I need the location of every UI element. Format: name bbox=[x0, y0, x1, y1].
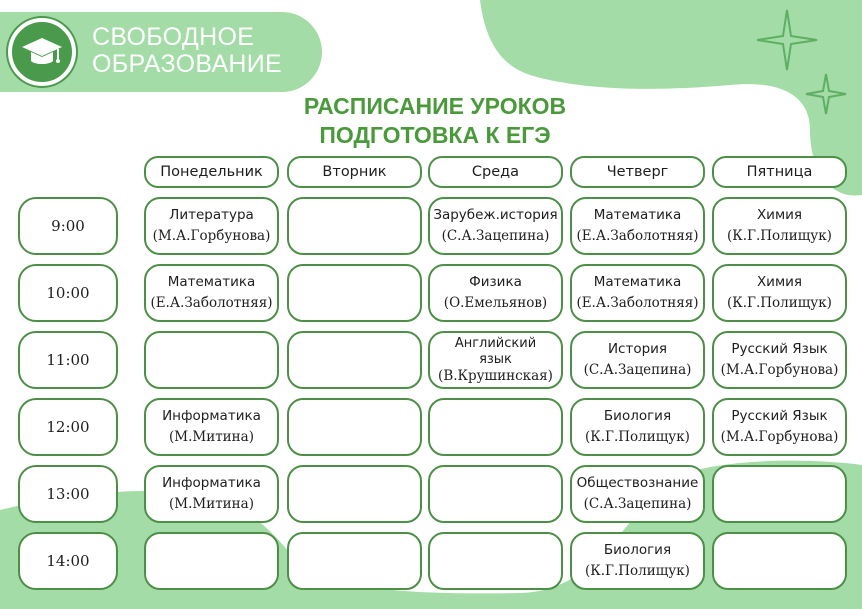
lesson-cell bbox=[428, 331, 563, 389]
lesson-teacher: (К.Г.Полищук) bbox=[727, 295, 832, 311]
lesson-teacher: (В.Крушинская) bbox=[438, 368, 553, 384]
lesson-teacher: (К.Г.Полищук) bbox=[585, 563, 690, 579]
lesson-teacher: (С.А.Зацепина) bbox=[583, 496, 692, 512]
lesson-subject: Химия bbox=[756, 207, 803, 223]
lesson-teacher: (М.А.Горбунова) bbox=[720, 429, 839, 445]
lesson-subject: Русский Язык bbox=[731, 408, 828, 424]
time-slot: 10:00 bbox=[18, 264, 118, 322]
lesson-subject: Обществознание bbox=[576, 475, 699, 491]
day-header: Понедельник bbox=[144, 156, 279, 188]
lesson-subject: Биология bbox=[603, 542, 672, 558]
time-slot: 12:00 bbox=[18, 398, 118, 456]
lesson-cell bbox=[712, 331, 847, 389]
time-slot: 9:00 bbox=[18, 197, 118, 255]
lesson-cell bbox=[428, 532, 563, 590]
lesson-cell bbox=[287, 465, 422, 523]
logo-line-2: ОБРАЗОВАНИЕ bbox=[92, 50, 283, 78]
lesson-cell bbox=[712, 398, 847, 456]
lesson-subject: Информатика bbox=[162, 475, 261, 491]
time-slot: 11:00 bbox=[18, 331, 118, 389]
lesson-teacher: (С.А.Зацепина) bbox=[441, 228, 550, 244]
lesson-teacher: (С.А.Зацепина) bbox=[583, 362, 692, 378]
day-header: Вторник bbox=[287, 156, 422, 188]
lesson-cell bbox=[428, 264, 563, 322]
lesson-cell bbox=[570, 532, 705, 590]
logo-text bbox=[92, 24, 312, 78]
lesson-cell bbox=[287, 197, 422, 255]
lesson-teacher: (К.Г.Полищук) bbox=[727, 228, 832, 244]
lesson-teacher: (Е.А.Заболотняя) bbox=[576, 228, 699, 244]
lesson-subject: Физика bbox=[469, 274, 522, 290]
lesson-cell bbox=[570, 331, 705, 389]
lesson-cell bbox=[144, 264, 279, 322]
lesson-subject: Зарубеж.история bbox=[433, 207, 558, 223]
lesson-subject: Математика bbox=[593, 274, 682, 290]
lesson-cell bbox=[287, 398, 422, 456]
lesson-subject: Литература bbox=[169, 207, 254, 223]
lesson-cell bbox=[428, 398, 563, 456]
lesson-cell bbox=[287, 331, 422, 389]
lesson-cell bbox=[570, 398, 705, 456]
lesson-cell bbox=[570, 197, 705, 255]
lesson-cell bbox=[712, 465, 847, 523]
time-slot: 14:00 bbox=[18, 532, 118, 590]
graduation-cap-icon bbox=[20, 34, 64, 70]
lesson-teacher: (К.Г.Полищук) bbox=[585, 429, 690, 445]
lesson-subject: Математика bbox=[167, 274, 256, 290]
sparkle-large-icon bbox=[755, 8, 819, 72]
lesson-cell bbox=[428, 465, 563, 523]
time-slot: 13:00 bbox=[18, 465, 118, 523]
lesson-cell bbox=[144, 331, 279, 389]
lesson-cell bbox=[144, 465, 279, 523]
lesson-subject: Биология bbox=[603, 408, 672, 424]
lesson-teacher: (М.Митина) bbox=[169, 429, 254, 445]
lesson-subject: Химия bbox=[756, 274, 803, 290]
day-header: Пятница bbox=[712, 156, 847, 188]
title-line-1: РАСПИСАНИЕ УРОКОВ bbox=[303, 93, 567, 119]
lesson-cell bbox=[712, 197, 847, 255]
logo-badge bbox=[8, 18, 76, 86]
lesson-teacher: (М.Митина) bbox=[169, 496, 254, 512]
lesson-cell bbox=[570, 465, 705, 523]
lesson-teacher: (Е.А.Заболотняя) bbox=[576, 295, 699, 311]
lesson-teacher: (М.А.Горбунова) bbox=[152, 228, 271, 244]
lesson-cell bbox=[712, 264, 847, 322]
lesson-cell bbox=[287, 264, 422, 322]
lesson-teacher: (О.Емельянов) bbox=[443, 295, 548, 311]
lesson-subject: История bbox=[607, 341, 668, 357]
lesson-cell bbox=[144, 398, 279, 456]
lesson-cell bbox=[144, 197, 279, 255]
lesson-cell bbox=[287, 532, 422, 590]
lesson-teacher: (М.А.Горбунова) bbox=[720, 362, 839, 378]
day-header: Среда bbox=[428, 156, 563, 188]
sparkle-small-icon bbox=[804, 72, 848, 116]
lesson-teacher: (Е.А.Заболотняя) bbox=[150, 295, 273, 311]
lesson-subject: Информатика bbox=[162, 408, 261, 424]
lesson-cell bbox=[570, 264, 705, 322]
title-line-2: ПОДГОТОВКА К ЕГЭ bbox=[319, 122, 551, 148]
logo-line-1: СВОБОДНОЕ bbox=[92, 23, 255, 51]
lesson-subject: Математика bbox=[593, 207, 682, 223]
page-title bbox=[220, 92, 650, 150]
lesson-subject: Английский язык bbox=[454, 336, 537, 367]
lesson-cell bbox=[712, 532, 847, 590]
lesson-cell bbox=[144, 532, 279, 590]
lesson-cell bbox=[428, 197, 563, 255]
day-header: Четверг bbox=[570, 156, 705, 188]
lesson-subject: Русский Язык bbox=[731, 341, 828, 357]
